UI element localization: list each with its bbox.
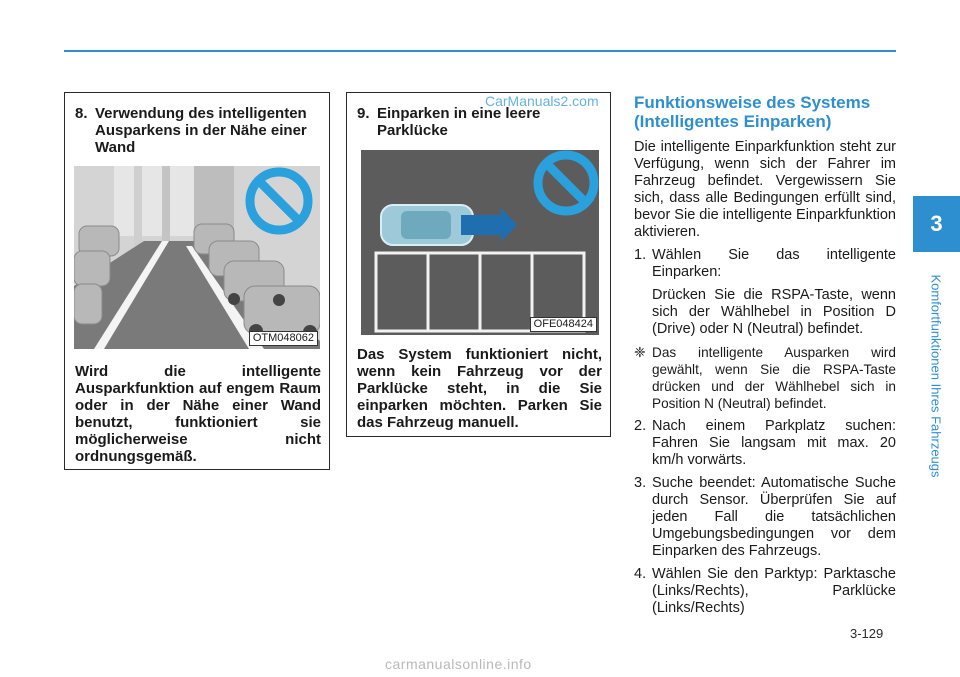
list-item <box>634 566 896 617</box>
list-text: Wählen Sie den Parktyp: Parktasche (Links/Rechts), Parklücke (Links/Rechts) <box>652 566 896 616</box>
list-item <box>634 287 896 338</box>
chapter-tab: 3 <box>913 196 960 252</box>
caution-box-empty-space <box>346 92 611 437</box>
note-symbol: ❈ <box>634 344 646 360</box>
list-number: 1. <box>634 247 647 263</box>
box-number: 9. <box>357 105 370 122</box>
illustration-parking-space <box>361 150 599 335</box>
heading-line: Funktionsweise des Systems <box>634 93 871 112</box>
section-body <box>634 139 896 623</box>
title-line: Einparken in eine leere <box>377 105 541 122</box>
list-text: Wählen Sie das intelligente Einparken: <box>652 247 896 280</box>
image-code: OTM048062 <box>249 331 318 346</box>
chapter-label-text: Komfortfunktionen Ihres Fahrzeugs <box>928 274 944 478</box>
title-line: Verwendung des intelligenten <box>95 105 307 122</box>
list-text: Nach einem Parkplatz suchen: Fahren Sie langsam mit max. 20 km/h vorwärts. <box>652 418 896 468</box>
list-item <box>634 475 896 560</box>
list-number: 3. <box>634 475 647 491</box>
box-title <box>75 105 321 156</box>
list-text: Das intelligente Ausparken wird gewählt, wenn Sie die RSPA-Taste drücken und der Wählhebel sich in Position N (Neutral) befindet. <box>652 345 896 411</box>
title-line: Ausparkens in der Nähe einer <box>95 122 307 139</box>
list-text: Suche beendet: Automatische Suche durch Sensor. Überprüfen Sie auf jeden Fall die tatsächlichen Umgebungsbedingungen vor dem Einparken des Fahrzeugs. <box>652 475 896 559</box>
box-number: 8. <box>75 105 88 122</box>
illustration-parking-garage <box>74 166 320 349</box>
box-body-text: Das System funktioniert nicht, wenn kein Fahrzeug vor der Parklücke steht, in die Sie einparken möchten. Parken Sie das Fahrzeug manuell. <box>357 346 602 431</box>
watermark-top: CarManuals2.com <box>485 93 599 109</box>
footer-watermark: carmanualsonline.info <box>385 656 532 672</box>
chapter-label <box>925 258 947 494</box>
image-code: OFE048424 <box>530 317 597 332</box>
title-line: Wand <box>95 139 136 156</box>
list-text: Drücken Sie die RSPA-Taste, wenn sich der Wählhebel in Position D (Drive) oder N (Neutral) befindet. <box>652 287 896 337</box>
list-item <box>634 247 896 281</box>
box-title <box>357 105 602 139</box>
box-body-text: Wird die intelligente Ausparkfunktion auf engem Raum oder in der Nähe einer Wand benutzt, funktioniert sie möglicherweise nicht ordnungsgemäß. <box>75 363 321 465</box>
list-number: 2. <box>634 418 647 434</box>
section-heading <box>634 93 896 131</box>
note-item <box>634 344 896 412</box>
page-number: 3-129 <box>850 626 884 641</box>
heading-line: (Intelligentes Einparken) <box>634 112 832 131</box>
title-line: Parklücke <box>377 122 448 139</box>
caution-box-wall <box>64 92 330 470</box>
list-item <box>634 418 896 469</box>
list-number: 4. <box>634 566 647 582</box>
top-rule <box>64 50 896 52</box>
intro-paragraph: Die intelligente Einparkfunktion steht zur Verfügung, wenn sich der Fahrer im Fahrzeug befindet. Vergewissern Sie sich, dass alle Bedingungen erfüllt sind, bevor Sie die intelligente Einparkfunktion aktivieren. <box>634 139 896 240</box>
